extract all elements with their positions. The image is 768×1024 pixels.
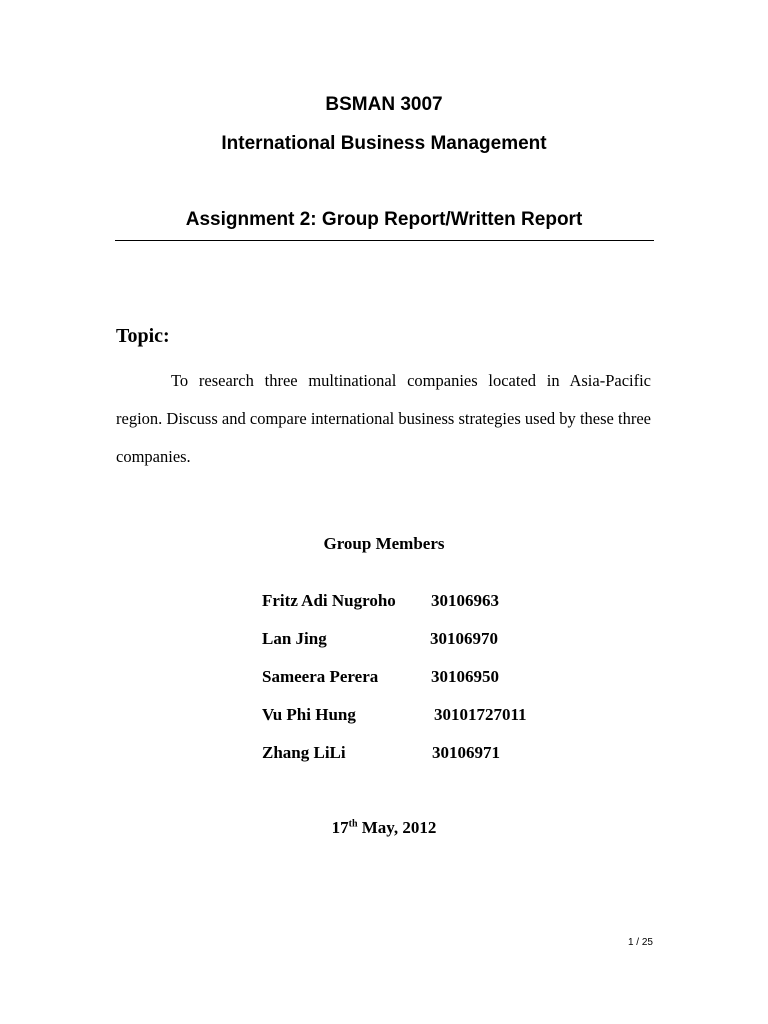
title-underline <box>115 240 654 241</box>
submission-date <box>0 818 768 838</box>
assignment-title: Assignment 2: Group Report/Written Report <box>185 209 583 230</box>
course-name: International Business Management <box>221 133 547 154</box>
group-members-heading: Group Members <box>323 534 445 553</box>
member-id: 30106971 <box>432 743 500 762</box>
member-name: Vu Phi Hung <box>262 705 356 724</box>
date-suffix: th <box>348 818 358 830</box>
member-id: 30101727011 <box>434 705 527 724</box>
member-id: 30106963 <box>431 591 499 610</box>
topic-heading: Topic: <box>116 325 170 347</box>
date-rest: May, 2012 <box>357 818 437 837</box>
topic-body: To research three multinational companies located in Asia-Pacific region. Discuss and compare international business strategies used by these three companies. <box>116 371 651 466</box>
member-id: 30106950 <box>431 667 499 686</box>
page-number: 1 / 25 <box>627 937 653 948</box>
member-name: Lan Jing <box>262 629 327 648</box>
course-code: BSMAN 3007 <box>325 94 443 115</box>
member-name: Sameera Perera <box>262 667 379 686</box>
member-name: Fritz Adi Nugroho <box>262 591 396 610</box>
date-day: 17 <box>331 818 349 837</box>
member-name: Zhang LiLi <box>262 743 346 762</box>
member-id: 30106970 <box>430 629 498 648</box>
